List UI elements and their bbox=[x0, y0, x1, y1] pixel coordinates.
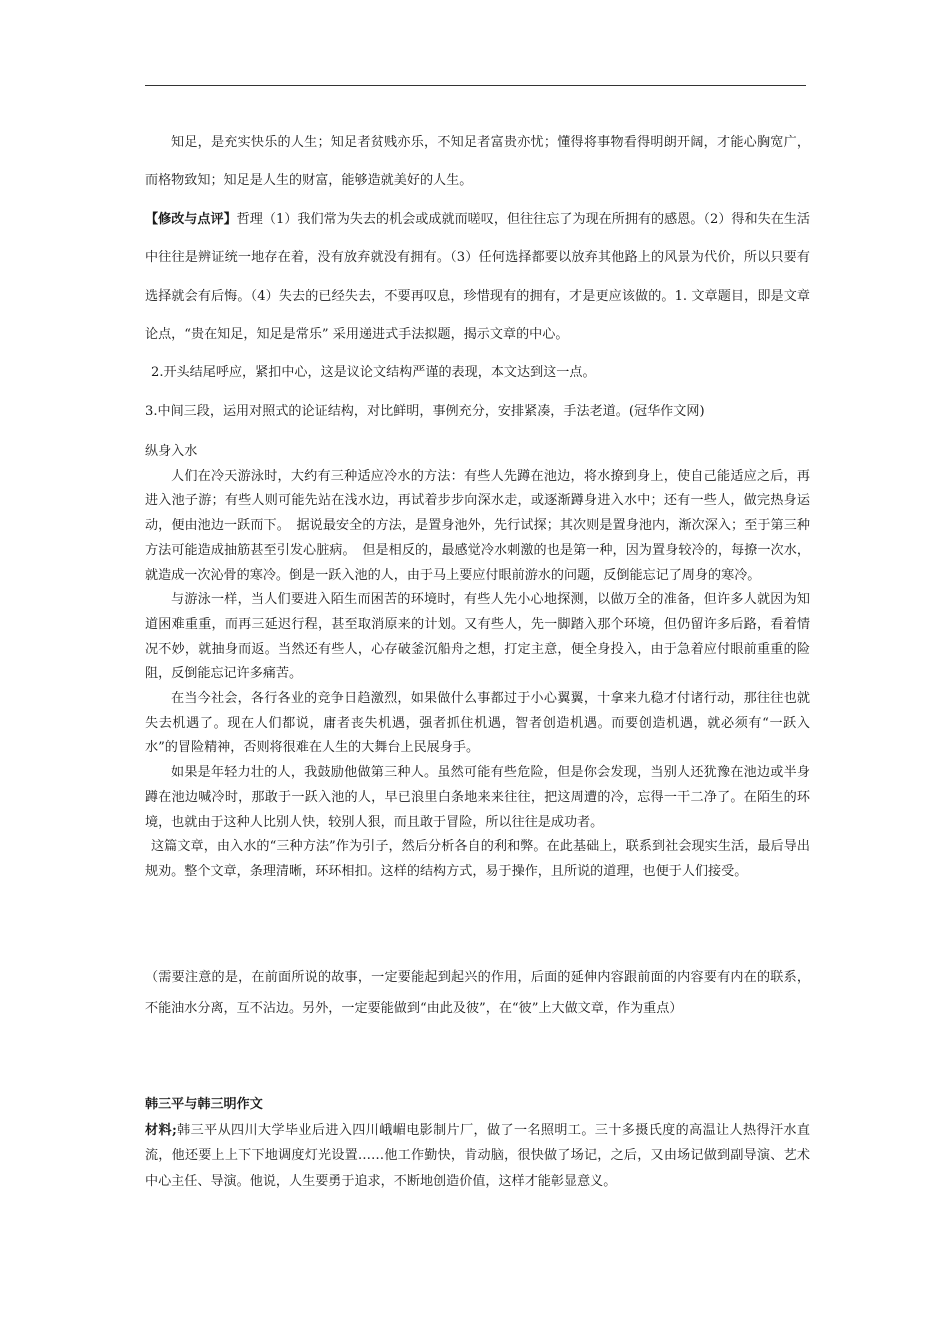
section-note bbox=[145, 963, 810, 1024]
section-han-sanping bbox=[145, 1092, 810, 1194]
header-rule bbox=[145, 85, 806, 86]
material-paragraph bbox=[145, 1118, 810, 1195]
essay-paragraph-2: 与游泳一样，当人们要进入陌生而困苦的环境时，有些人先小心地探测，以做万全的准备，但许多人就因为知道困难重重，而再三延迟行程，甚至取消原来的计划。又有些人，先一脚踏入那个环境，但仍留许多后路，看着情况不妙，就抽身而返。当然还有些人，心存破釜沉船舟之想，打定主意，便全身投入，由于急着应付眼前重重的险阻，反倒能忘记许多痛苦。 bbox=[145, 592, 810, 682]
critique-paragraph bbox=[145, 201, 810, 355]
note-paragraph: （需要注意的是，在前面所说的故事，一定要能起到起兴的作用，后面的延伸内容跟前面的内容要有内在的联系，不能油水分离，互不沾边。另外，一定要能做到“由此及彼”，在“彼”上大做文章，作为重点） bbox=[145, 970, 810, 1016]
essay-paragraph-1: 人们在冷天游泳时，大约有三种适应冷水的方法：有些人先蹲在池边，将水撩到身上，使自己能适应之后，再进入池子游；有些人则可能先站在浅水边，再试着步步向深水走，或逐渐蹲身进入水中；还有一些人，做完热身运动，便由池边一跃而下。 据说最安全的方法，是置身池外，先行试探；其次则是置身池内，渐次深入；至于第三种方法可能造成抽筋甚至引发心脏病。 但是相反的，最感觉冷水刺激的也是第一种，因为置身较冷的，每撩一次水，就造成一次沁骨的寒冷。倒是一跃入池的人，由于马上要应付眼前游水的问题，反倒能忘记了周身的寒冷。 bbox=[145, 468, 810, 583]
material-body: 韩三平从四川大学毕业后进入四川峨嵋电影制片厂，做了一名照明工。三十多摄氏度的高温让人热得汗水直流，他还要上上下下地调度灯光设置……他工作勤快，肯动脑，很快做了场记，之后，又由场记做到副导演、艺术中心主任、导演。他说，人生要勇于追求，不断地创造价值，这样才能彰显意义。 bbox=[145, 1122, 810, 1189]
essay-paragraph-4: 如果是年轻力壮的人，我鼓励他做第三种人。虽然可能有些危险，但是你会发现，当别人还犹豫在池边或半身蹲在池边喊冷时，那敢于一跃入池的人，早已浪里白条地来来往往，把这周遭的冷，忘得一干二净了。在陌生的环境，也就由于这种人比别人快，较别人狠，而且敢于冒险，所以往往是成功者。 bbox=[145, 765, 810, 830]
essay-paragraph-3: 在当今社会，各行各业的竞争日趋激烈，如果做什么事都过于小心翼翼，十拿来九稳才付诸行动，那往往也就失去机遇了。现在人们都说，庸者丧失机遇，强者抓住机遇，智者创造机遇。而要创造机遇，就必须有“一跃入水”的冒险精神，否则将很难在人生的大舞台上民展身手。 bbox=[145, 691, 810, 756]
intro-paragraph: 知足，是充实快乐的人生；知足者贫贱亦乐，不知足者富贵亦忧；懂得将事物看得明朗开阔，才能心胸宽广，而格物致知；知足是人生的财富，能够造就美好的人生。 bbox=[145, 135, 810, 189]
section-contentment bbox=[145, 124, 810, 431]
article-heading: 韩三平与韩三明作文 bbox=[145, 1097, 263, 1112]
critique-body: 哲理（1）我们常为失去的机会或成就而嗟叹，但往往忘了为现在所拥有的感恩。（2）得和失在生活中往往是辨证统一地存在着，没有放弃就没有拥有。（3）任何选择都要以放弃其他路上的风景为代价，所以只要有选择就会有后悔。（4）失去的已经失去，不要再叹息，珍惜现有的拥有，才是更应该做的。1. 文章题目，即是文章论点，“贵在知足，知足是常乐” 采用递进式手法拟题，揭示文章的中心。 bbox=[145, 211, 811, 343]
section-dive-in bbox=[145, 440, 810, 885]
point-2: 2.开头结尾呼应，紧扣中心，这是议论文结构严谨的表现，本文达到这一点。 bbox=[151, 365, 596, 381]
essay-comment: 这篇文章，由入水的“三种方法”作为引子，然后分析各自的利和弊。在此基础上，联系到社会现实生活，最后导出规劝。整个文章，条理清晰，环环相扣。这样的结构方式，易于操作，且所说的道理，也便于人们接受。 bbox=[145, 839, 810, 879]
point-3: 3.中间三段，运用对照式的论证结构，对比鲜明，事例充分，安排紧凑，手法老道。(冠华作文网) bbox=[145, 403, 705, 419]
material-label: 材料; bbox=[145, 1122, 177, 1138]
critique-label: 【修改与点评】 bbox=[145, 211, 237, 227]
essay-title: 纵身入水 bbox=[145, 444, 198, 459]
